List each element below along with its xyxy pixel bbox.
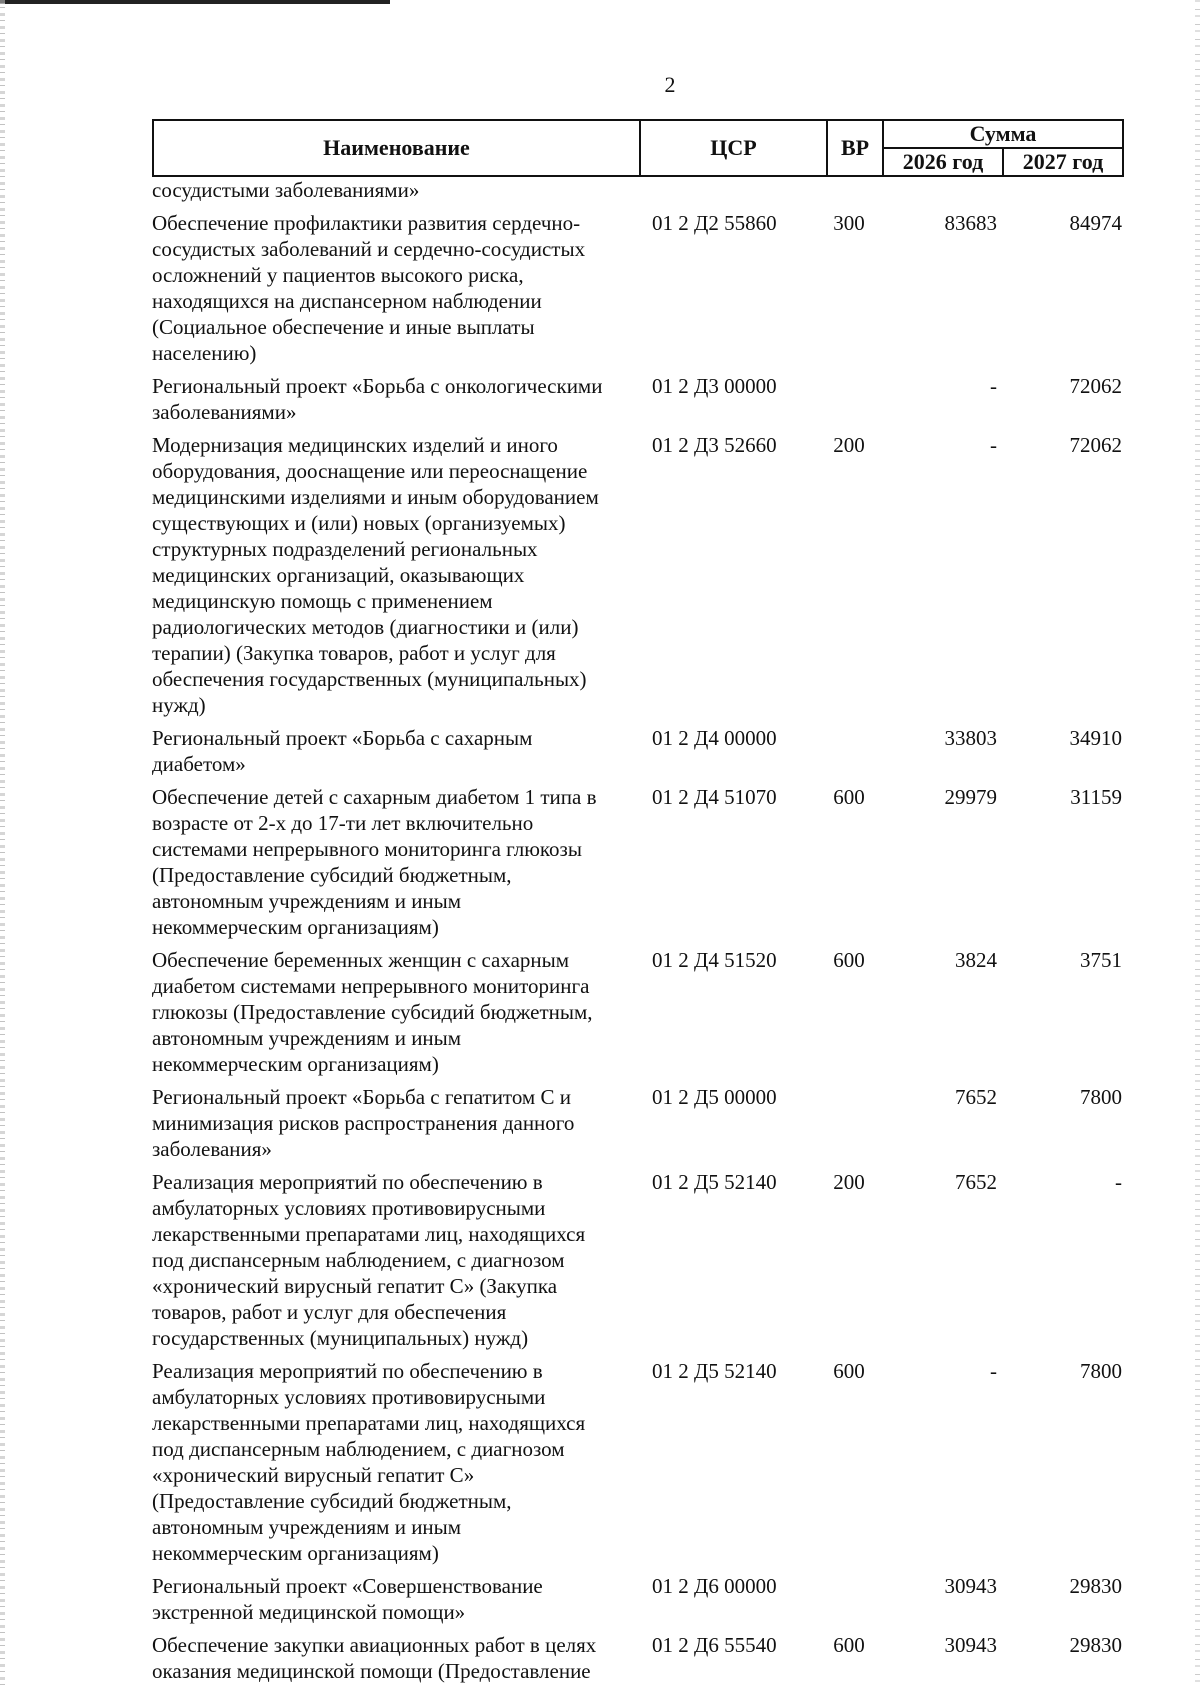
cell-2026: 33803: [944, 726, 997, 750]
cell-name-line: медицинских организаций, оказывающих: [152, 563, 525, 587]
cell-name-line: существующих и (или) новых (организуемых): [152, 511, 566, 535]
cell-2026: -: [990, 433, 997, 457]
cell-csr: 01 2 Д4 00000: [652, 726, 777, 750]
header-vr: ВР: [827, 120, 883, 176]
cell-csr: 01 2 Д5 52140: [652, 1359, 777, 1383]
cell-name-line: экстренной медицинской помощи»: [152, 1600, 466, 1624]
cell-2026: 7652: [955, 1170, 997, 1194]
table-row: [152, 784, 1124, 940]
cell-vr: [822, 373, 876, 425]
cell-2026: 7652: [955, 1085, 997, 1109]
row-gap: [152, 940, 1124, 947]
cell-2026: 30943: [944, 1633, 997, 1657]
scan-edge-left: [0, 0, 5, 1686]
cell-name-line: под диспансерным наблюдением, с диагнозом: [152, 1437, 565, 1461]
cell-name-line: автономным учреждениям и иным: [152, 1515, 462, 1539]
row-gap: [152, 203, 1124, 210]
cell-2027: 3751: [1080, 948, 1122, 972]
cell-name-line: сосудистых заболеваний и сердечно-сосудистых: [152, 237, 586, 261]
cell-name: [152, 210, 637, 366]
cell-name-line: осложнений у пациентов высокого риска,: [152, 263, 524, 287]
cell-2027: 84974: [1069, 211, 1122, 235]
cell-name-line: амбулаторных условиях противовирусными: [152, 1385, 546, 1409]
table-row: [152, 725, 1124, 777]
cell-vr: 200: [833, 1170, 865, 1194]
cell-vr: [822, 725, 876, 777]
scan-edge-right: [1195, 0, 1200, 1686]
cell-csr: 01 2 Д4 51520: [652, 948, 777, 972]
cell-name-line: нужд): [152, 693, 206, 717]
cell-name-line: (Предоставление субсидий бюджетным,: [152, 1489, 512, 1513]
cell-name: [152, 725, 637, 777]
cell-name-line: автономным учреждениям и иным: [152, 1026, 462, 1050]
header-sum: Сумма: [883, 120, 1123, 148]
cell-name: [152, 784, 637, 940]
cell-name-line: «хронический вирусный гепатит С»: [152, 1463, 475, 1487]
cell-name-line: под диспансерным наблюдением, с диагнозом: [152, 1248, 565, 1272]
cell-2027: 31159: [1070, 785, 1122, 809]
row-gap: [152, 1077, 1124, 1084]
table-row: [152, 432, 1124, 718]
cell-name-line: медицинскую помощь с применением: [152, 589, 493, 613]
cell-name-line: некоммерческим организациям): [152, 1541, 439, 1565]
cell-csr: 01 2 Д5 00000: [652, 1085, 777, 1109]
cell-name-line: амбулаторных условиях противовирусными: [152, 1196, 546, 1220]
cell-2027: 7800: [1080, 1085, 1122, 1109]
cell-2026: [876, 177, 1001, 203]
cell-name: [152, 177, 637, 203]
cell-vr: [822, 1573, 876, 1625]
cell-name-line: некоммерческим организациям): [152, 915, 439, 939]
cell-name: [152, 373, 637, 425]
cell-2026: 3824: [955, 948, 997, 972]
cell-vr: [822, 177, 876, 203]
cell-name-line: обеспечения государственных (муниципальных): [152, 667, 587, 691]
row-gap: [152, 777, 1124, 784]
cell-name-line: лекарственными препаратами лиц, находящихся: [152, 1411, 586, 1435]
row-gap: [152, 1625, 1124, 1632]
cell-2027: 72062: [1069, 374, 1122, 398]
cell-name-line: диабетом системами непрерывного мониторинга: [152, 974, 590, 998]
cell-2027: 34910: [1069, 726, 1122, 750]
cell-name-line: населению): [152, 341, 257, 365]
cell-2027: 29830: [1069, 1574, 1122, 1598]
cell-vr: 600: [833, 948, 865, 972]
cell-name-line: лекарственными препаратами лиц, находящихся: [152, 1222, 586, 1246]
table-row: [152, 1358, 1124, 1566]
row-gap: [152, 366, 1124, 373]
cell-vr: 300: [833, 211, 865, 235]
table-row: [152, 373, 1124, 425]
cell-2027: 72062: [1069, 433, 1122, 457]
cell-name-line: Модернизация медицинских изделий и иного: [152, 433, 558, 457]
cell-name-line: Реализация мероприятий по обеспечению в: [152, 1170, 543, 1194]
cell-name-line: (Предоставление субсидий бюджетным,: [152, 863, 512, 887]
cell-2026: 83683: [944, 211, 997, 235]
cell-name-line: Региональный проект «Борьба с онкологическими: [152, 374, 603, 398]
cell-csr: [637, 177, 822, 203]
cell-csr: 01 2 Д3 52660: [652, 433, 777, 457]
cell-name-line: минимизация рисков распространения данного: [152, 1111, 575, 1135]
cell-name-line: автономным учреждениям и иным: [152, 889, 462, 913]
cell-2026: 29979: [944, 785, 997, 809]
cell-name-line: радиологических методов (диагностики и (или): [152, 615, 579, 639]
header-csr: ЦСР: [640, 120, 827, 176]
cell-2026: -: [990, 1359, 997, 1383]
cell-csr: 01 2 Д3 00000: [652, 374, 777, 398]
table-row: [152, 177, 1124, 203]
cell-name: [152, 1632, 637, 1684]
cell-name-line: терапии) (Закупка товаров, работ и услуг для: [152, 641, 556, 665]
cell-name-line: медицинскими изделиями и иным оборудованием: [152, 485, 599, 509]
row-gap: [152, 1162, 1124, 1169]
cell-name-line: глюкозы (Предоставление субсидий бюджетным,: [152, 1000, 593, 1024]
cell-name-line: сосудистыми заболеваниями»: [152, 178, 420, 202]
cell-csr: 01 2 Д4 51070: [652, 785, 777, 809]
cell-2026: -: [990, 374, 997, 398]
header-year-2027: 2027 год: [1003, 148, 1123, 176]
cell-vr: 600: [833, 785, 865, 809]
cell-name-line: Региональный проект «Борьба с гепатитом С и: [152, 1085, 571, 1109]
cell-vr: 600: [833, 1359, 865, 1383]
cell-name-line: Обеспечение детей с сахарным диабетом 1 типа в: [152, 785, 597, 809]
cell-name-line: Региональный проект «Борьба с сахарным: [152, 726, 533, 750]
cell-2027: [1001, 177, 1124, 203]
cell-csr: 01 2 Д2 55860: [652, 211, 777, 235]
cell-2026: 30943: [944, 1574, 997, 1598]
table-row: [152, 1169, 1124, 1351]
cell-name-line: заболевания»: [152, 1137, 272, 1161]
cell-name-line: Реализация мероприятий по обеспечению в: [152, 1359, 543, 1383]
cell-name-line: Обеспечение закупки авиационных работ в целях: [152, 1633, 597, 1657]
cell-name: [152, 1084, 637, 1162]
cell-vr: 200: [833, 433, 865, 457]
cell-name-line: «хронический вирусный гепатит С» (Закупка: [152, 1274, 558, 1298]
cell-name: [152, 1358, 637, 1566]
cell-name: [152, 1573, 637, 1625]
cell-vr: [822, 1084, 876, 1162]
header-year-2026: 2026 год: [883, 148, 1003, 176]
page-number: 2: [664, 72, 676, 97]
table-row: [152, 1084, 1124, 1162]
cell-2027: -: [1115, 1170, 1122, 1194]
cell-name-line: некоммерческим организациям): [152, 1052, 439, 1076]
table-body: [152, 177, 1124, 1684]
cell-name-line: государственных (муниципальных) нужд): [152, 1326, 529, 1350]
cell-name-line: заболеваниями»: [152, 400, 297, 424]
row-gap: [152, 425, 1124, 432]
row-gap: [152, 718, 1124, 725]
cell-name-line: Региональный проект «Совершенствование: [152, 1574, 543, 1598]
cell-name-line: системами непрерывного мониторинга глюкозы: [152, 837, 582, 861]
table-row: [152, 1632, 1124, 1684]
table-row: [152, 1573, 1124, 1625]
scan-top-bar: [0, 0, 390, 4]
table-row: [152, 947, 1124, 1077]
cell-name: [152, 1169, 637, 1351]
cell-name-line: находящихся на диспансерном наблюдении: [152, 289, 542, 313]
cell-name-line: структурных подразделений региональных: [152, 537, 538, 561]
cell-name-line: Обеспечение профилактики развития сердечно-: [152, 211, 581, 235]
table-row: [152, 210, 1124, 366]
cell-name-line: оборудования, дооснащение или переоснащение: [152, 459, 588, 483]
cell-name-line: Обеспечение беременных женщин с сахарным: [152, 948, 570, 972]
header-name: Наименование: [153, 120, 640, 176]
table-header: [152, 119, 1124, 177]
cell-name-line: товаров, работ и услуг для обеспечения: [152, 1300, 507, 1324]
cell-vr: 600: [833, 1633, 865, 1657]
cell-csr: 01 2 Д6 00000: [652, 1574, 777, 1598]
cell-name-line: диабетом»: [152, 752, 246, 776]
cell-2027: 7800: [1080, 1359, 1122, 1383]
cell-name-line: оказания медицинской помощи (Предоставление: [152, 1659, 591, 1683]
cell-name: [152, 947, 637, 1077]
row-gap: [152, 1566, 1124, 1573]
cell-name: [152, 432, 637, 718]
cell-csr: 01 2 Д5 52140: [652, 1170, 777, 1194]
cell-2027: 29830: [1069, 1633, 1122, 1657]
cell-name-line: возрасте от 2-х до 17-ти лет включительно: [152, 811, 534, 835]
row-gap: [152, 1351, 1124, 1358]
cell-name-line: (Социальное обеспечение и иные выплаты: [152, 315, 535, 339]
cell-csr: 01 2 Д6 55540: [652, 1633, 777, 1657]
